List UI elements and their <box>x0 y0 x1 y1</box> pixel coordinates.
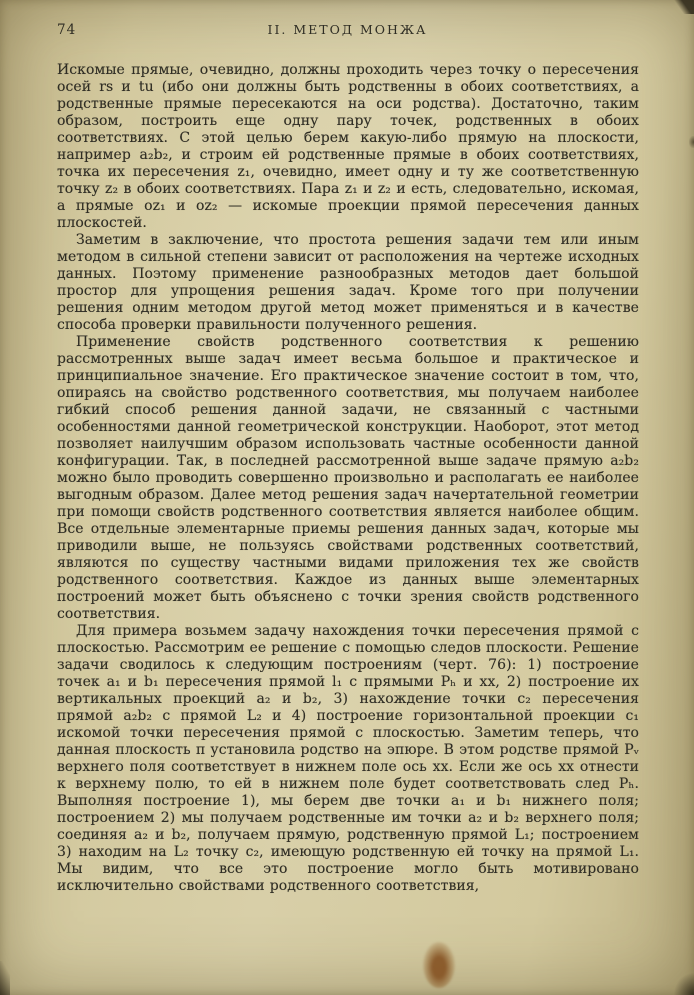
scan-shadow-bottom-right <box>674 973 694 995</box>
scan-edge-mark <box>689 136 694 148</box>
paragraph-3: Применение свойств родственного соответствия к решению рассмотренных выше задач имеет весьма большое и практическое и принципиальное значение. Его практическое значение состоит в том, что, опираясь на свойство родственного соответствия, мы получаем наиболее гибкий способ решения данной задачи, не связанный с частными особенностями данной геометрической конструкции. Наоборот, этот метод позволяет наилучшим образом использовать частные особенности данной конфигурации. Так, в последней рассмотренной выше задаче прямую a₂b₂ можно было проводить совершенно произвольно и располагать ее наиболее выгодным образом. Далее метод решения задач начертательной геометрии при помощи свойств родственного соответствия является наиболее общим. Все отдельные элементарные приемы решения данных задач, которые мы приводили выше, не пользуясь свойствами родственных соответствий, являются по существу частными видами приложения тех же свойств родственного соответствия. Каждое из данных выше элементарных построений может быть объяснено с точки зрения свойств родственного соответствия. <box>57 334 639 622</box>
paragraph-2: Заметим в заключение, что простота решения задачи тем или иным методом в сильной степени зависит от расположения на чертеже исходных данных. Поэтому применение разнообразных методов дает большой простор для упрощения решения задач. Кроме того при получении решения одним методом другой метод может применяться и в качестве способа проверки правильности полученного решения. <box>57 232 639 333</box>
page-header <box>57 22 638 40</box>
paragraph-1: Искомые прямые, очевидно, должны проходить через точку o пересечения осей rs и tu (ибо они должны быть родственны в обоих соответствиях, а родственные прямые пересекаются на оси родства). Достаточно, таким образом, построить еще одну пару точек, родственных в обоих соответствиях. С этой целью берем какую-либо прямую на плоскости, например a₂b₂, и строим ей родственные прямые в обоих соответствиях, точка их пересечения z₁, очевидно, имеет одну и ту же соответственную точку z₂ в обоих соответствиях. Пара z₁ и z₂ и есть, следовательно, искомая, а прямые oz₁ и oz₂ — искомые проекции прямой пересечения данных плоскостей. <box>57 62 639 231</box>
page-number: 74 <box>57 22 77 38</box>
paragraph-4: Для примера возьмем задачу нахождения точки пересечения прямой с плоскостью. Рассмотрим ее решение с помощью следов плоскости. Решение задачи сводилось к следующим построениям (черт. 76): 1) построение точек a₁ и b₁ пересечения прямой l₁ с прямыми Pₕ и xx, 2) построение их вертикальных проекций a₂ и b₂, 3) нахождение точки c₂ пересечения прямой a₂b₂ с прямой L₂ и 4) построение горизонтальной проекции c₁ искомой точки пересечения прямой с плоскостью. Заметим теперь, что данная плоскость π установила родство на эпюре. В этом родстве прямой Pᵥ верхнего поля соответствует в нижнем поле ось xx. Если же ось xx отнести к верхнему полю, то ей в нижнем поле будет соответствовать след Pₕ. Выполняя построение 1), мы берем две точки a₁ и b₁ нижнего поля; построением 2) мы получаем родственные им точки a₂ и b₂ верхнего поля; соединяя a₂ и b₂, получаем прямую, родственную прямой L₁; построением 3) находим на L₂ точку c₂, имеющую родственную ей точку на прямой L₁. Мы видим, что все это построение могло быть мотивировано исключительно свойствами родственного соответствия, <box>57 623 639 894</box>
scan-shadow-top-right <box>660 0 694 14</box>
scan-shadow-bottom-left <box>0 961 10 995</box>
page-body <box>57 62 639 977</box>
running-head: II. МЕТОД МОНЖА <box>267 22 428 37</box>
